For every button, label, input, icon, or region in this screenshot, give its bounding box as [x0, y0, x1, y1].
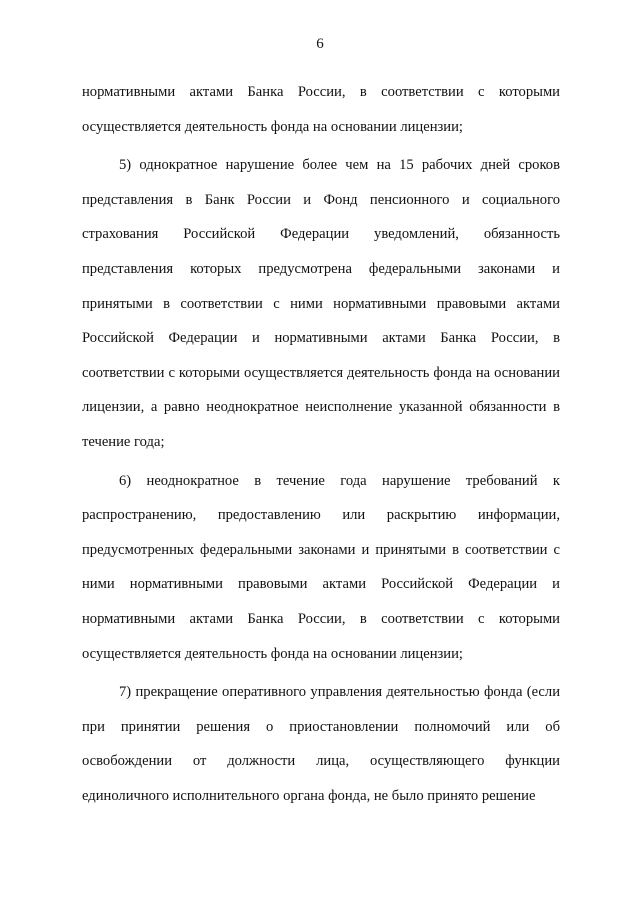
paragraph-continuation: нормативными актами Банка России, в соответствии с которыми осуществляется деятельность фонда на основании лицензии; [82, 84, 560, 135]
document-body [82, 75, 560, 813]
paragraph-item-5: 5) однократное нарушение более чем на 15 рабочих дней сроков представления в Банк России и Фонд пенсионного и социального страхования Российской Федерации уведомлений, обязанность представления которых предусмотрена федеральными законами и принятыми в соответствии с ними нормативными правовыми актами Российской Федерации и нормативными актами Банка России, в соответствии с которыми осуществляется деятельность фонда на основании лицензии, а равно неоднократное неисполнение указанной обязанности в течение года; [82, 157, 560, 450]
paragraph-item-7: 7) прекращение оперативного управления деятельностью фонда (если при принятии решения о приостановлении полномочий или об освобождении от должности лица, осуществляющего функции единоличного исполнительного органа фонда, не было принято решение [82, 684, 560, 804]
page-number: 6 [316, 36, 324, 52]
paragraph-item-6: 6) неоднократное в течение года нарушение требований к распространению, предоставлению или раскрытию информации, предусмотренных федеральными законами и принятыми в соответствии с ними нормативными правовыми актами Российской Федерации и нормативными актами Банка России, в соответствии с которыми осуществляется деятельность фонда на основании лицензии; [82, 472, 560, 662]
